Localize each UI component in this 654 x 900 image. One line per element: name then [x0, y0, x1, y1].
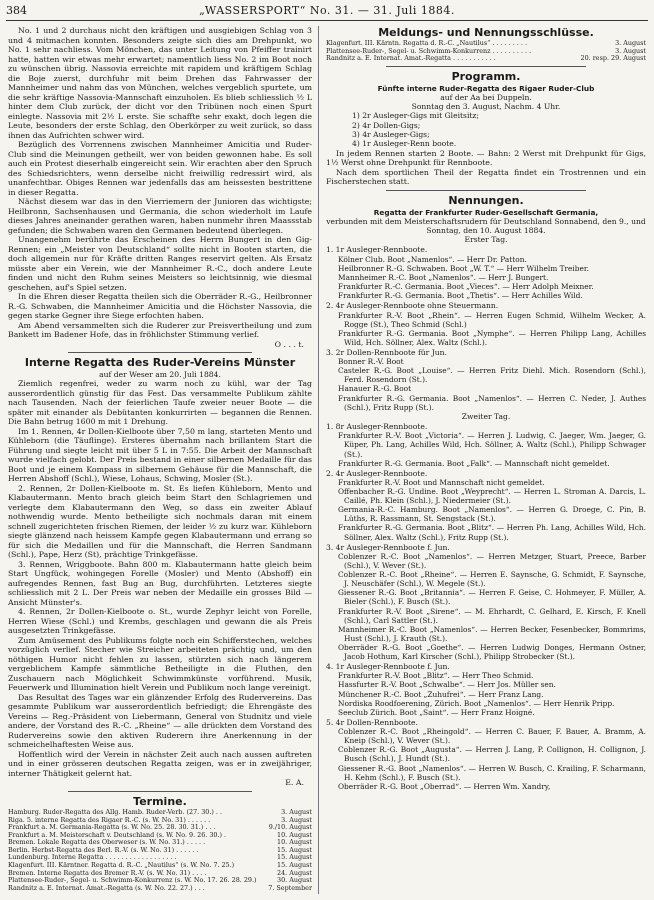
section-title-programm: Programm. [451, 69, 521, 83]
race-title: 3. 4r Ausleger-Rennboote f. Jun. [326, 542, 450, 552]
termin-event: Plattensee-Ruder-, Segel- u. Schwimm-Konkurrenz (s. W. No. 17. 26. 28. 29.) [8, 877, 257, 885]
race-entry: Coblenzer R.-C. Boot „Rheine“. — Herren E. Saynsche, G. Schmidt, F. Saynsche, J. Neuschäfer (Schl.), W. Megele (St.). [338, 570, 646, 589]
divider [386, 190, 586, 191]
section-title-termine: Termine. [133, 794, 187, 808]
paragraph: No. 1 und 2 durchaus nicht den kräftigen und ausgiebigen Schlag von 3 und 4 mitmachen konnten. Besonders zeigte sich dies am Drehpunkt, wo No. 1 sehr nachliess. Vom Mönchen, das unter Leitung von Pfeiffer trainirt hatte, hatten wir etwas mehr erwartet; namentlich liess No. 2 im Boot noch zu wünschen übrig. Nassovia erreichte mit rapidem und kräftigem Schlag die Boje zuerst, durchfuhr mit beim Drehen das Fahrwasser der Mannheimer und nahm das von München, welches vergeblich spurtete, um die sehr kräftige Nassovia-Mannschaft einzuholen. Es blieb schliesslich ½ L hinter dem Club zurück, der dicht vor den Tribünen noch einen Spurt einlegte. Nassovia mit 2½ L erste. Sie schaffte sehr exakt, doch legen die Leute, besonders der erste Schlag, den Oberkörper zu weit zurück, so dass ihnen das Aufrichten schwer wird. [8, 26, 312, 140]
programm-item: 4) 1r Ausleger-Renn boote. [352, 139, 457, 149]
race-block [326, 543, 646, 661]
race-entry: Casteler R.-G. Boot „Louise“. — Herren Fritz Diehl. Mich. Rosendorn (Schl.), Ferd. Rosendorn (St.). [338, 366, 646, 385]
race-entry: Frankfurter R.-C. Germania. Boot „Vieces“. — Herr Adolph Meixner. [338, 282, 594, 292]
termin-event: Berlin. Herbst-Regatta des Berl. R.-V. (s. W. No. 31) . . . . . . [8, 846, 199, 854]
termin-event: Bremen. Lokale Regatta des Oberweser (s. W. No. 31.) . . . . . [8, 839, 206, 847]
race-entry: Frankfurter R.-V. Boot „Victoria“. — Herren J. Ludwig, C. Jaeger, Wm. Jaeger, G. Küper, Ph. Lang, Achilles Wild, Hch. Söllner, A. Waltz (Schl.), Philipp Schwager (St.). [338, 431, 646, 459]
race-entry: Bonner R.-V. Boot [338, 357, 404, 367]
race-entry: Frankfurter R.-G. Germania. Boot „Blitz“. — Herren Ph. Lang, Achilles Wild, Hch. Söllner, Alex. Waltz (Schl.), Fritz Rupp (St.). [338, 523, 646, 542]
race-entry: Frankfurter R.-G. Germania. Boot „Nymphe“. — Herren Philipp Lang, Achilles Wild, Hch. Söllner, Alex. Waltz (Schl.). [338, 328, 646, 347]
programm-subheading: auf der Aa bei Duppeln. [440, 92, 532, 102]
section-title-meldungs: Meldungs- und Nennungsschlüsse. [378, 26, 594, 39]
meldung-date: 20. resp. 29. August [580, 55, 646, 63]
paragraph: Ziemlich regenfrei, weder zu warm noch zu kühl, war der Tag ausserordentlich günstig für das Fest. Das versammelte Publikum zählte nach Tausenden. Nach der feierlichen Taufe zweier neuer Boote — die später mit einander als Debütanten konkurrirten — begannen die Rennen. Die Bahn betrug 1600 m mit 1 Drehung. [8, 379, 312, 427]
divider [386, 66, 586, 67]
programm-item: 2) 4r Dollen-Gigs; [352, 120, 421, 130]
termin-row [8, 832, 312, 840]
termin-event: Randnitz a. E. Internat. Amat.-Regatta (s. W. No. 22. 27.) . . . [8, 884, 205, 892]
race-title: 1. 1r Ausleger-Rennboote. [326, 245, 428, 255]
termin-date: 15. August [277, 854, 312, 862]
race-entry: Frankfurter R.-V. Boot „Blitz“. — Herr Theo Schmid. [338, 671, 534, 681]
termin-row [8, 877, 312, 885]
day-label: Zweiter Tag. [461, 411, 511, 421]
author-signature: E. A. [285, 778, 304, 788]
race-entry: Münchener R.-C. Boot „Zuhufrei“. — Herr Franz Lang. [338, 689, 544, 699]
paragraph: Nach dem sportlichen Theil der Regatta findet ein Trostrennen und ein Fischerstechen statt. [326, 167, 646, 187]
race-block [326, 718, 646, 791]
termin-date: 3. August [281, 816, 312, 824]
race-entry: Frankfurter R.-G. Germania. Boot „Falk“. — Mannschaft nicht gemeldet. [338, 458, 610, 468]
termin-date: 15. August [277, 862, 312, 870]
termin-date: 10. August [277, 831, 312, 839]
race-entry: Coblenzer R.-C. Boot „Rheingold“. — Herren C. Bauer, F. Bauer, A. Bramm, A. Kneip (Schl.), V. Wever (St.). [338, 727, 646, 746]
termin-event: Bremen. Interne Regatta des Bremer R.-V. (s. W. No. 31) . . . . [8, 869, 207, 877]
termin-date: 24. August [277, 869, 312, 877]
paragraph: 3. Rennen, Wriggboote. Bahn 800 m. Klabautermann hatte gleich beim Start Ungfück, wohingegen Forelle (Mosler) und Mento (Abshoff) ein aufregendes Rennen, fast Bug an Bug, durchführten. Letzteres siegte schliesslich mit 2 L. Der Preis war neben der Medaille ein grosses Bild — Ansicht Münster's. [8, 559, 312, 607]
programm-date: Sonntag den 3. August, Nachm. 4 Uhr. [411, 102, 561, 112]
race-entry: Mannheimer R.-C. Boot „Namenlos“. — Herr J. Bungert. [338, 272, 549, 282]
programm-items [326, 111, 646, 148]
race-entry: Frankfurter R.-G. Germania. Boot „Thetis“. — Herr Achilles Wild. [338, 291, 583, 301]
race-entry: Frankfurter R.-V. Boot und Mannschaft nicht gemeldet. [338, 478, 545, 488]
termin-row [8, 824, 312, 832]
race-title: 3. 2r Dollen-Rennboote für Jun. [326, 347, 447, 357]
termin-date: 10. August [277, 839, 312, 847]
column-rule [318, 26, 319, 894]
termin-event: Hamburg. Ruder-Regatta des Allg. Hamb. Ruder-Verb. (27. 30.) . . [8, 808, 223, 816]
race-title: 2. 4r Ausleger-Rennboote ohne Steuermann. [326, 301, 499, 311]
paragraph: Das Resultat des Tages war ein glänzender Erfolg des Rudervereins. Das gesammte Publikum war ausserordentlich befriedigt; die Ehrengäste des Vereins — Reg.-Präsident von Liebermann, General von Studnitz und viele andere, der Vorstand des R.-C. „Rheine“ — alle drückten dem Vorstand des Rudervereins sowie den aktiven Ruderern ihre Anerkennung in der schmeichelhaftesten Weise aus. [8, 692, 312, 750]
race-block [326, 301, 646, 347]
termin-event: Lundenburg. Interne Regatta . . . . . . . . . . . . . . . . . . [8, 854, 177, 862]
termin-date: 15. August [277, 846, 312, 854]
paragraph: 2. Rennen, 2r Dollen-Kielboote m. St. Es liefen Kühleborn, Mento und Klabautermann. Mento brach gleich beim Start den Schlagriemen und verlegte dem Klabautermann den Weg, so dass ein zweiter Ablauf nothwendig wurde. Mento betheiligte sich nochmals daran mit einem schnell zugerichteten frischen Riemen, der leider ½ zu kurz war. Kühleborn siegte glänzend nach heissem Kampfe gegen Klabautermann und errang so für sich die Medaillen und für die Mannschaft, die Herren Sandmann (Schl.), Pape, Herz (St), prächtige Trinkgefässe. [8, 483, 312, 560]
programm-text [326, 149, 646, 187]
termin-event: Frankfurt a. M. Meisterschaft v. Deutschland (s. W. No. 9. 26. 30.) . [8, 831, 227, 839]
paragraph: Am Abend versammelten sich die Ruderer zur Preisvertheilung und zum Bankett im Badener Hofe, das in fröhlichster Stimmung verlief. [8, 320, 312, 339]
meldung-event: Randnitz a. E. Internat. Amat.-Regatta . . . . . . . . . . . [326, 55, 496, 63]
nennungen-subheading: verbunden mit dem Meisterschaftsrudern für Deutschland Sonnabend, den 9., und Sonntag, den 10. August 1884. [326, 216, 646, 235]
race-title: 1. 8r Ausleger-Rennboote. [326, 422, 428, 432]
race-entry: Hassfurter R.-V. Boot „Schwalbe“. — Herr Jos. Müller sen. [338, 680, 556, 690]
article-body [8, 379, 312, 778]
race-entry: Heilbronner R.-G. Schwaben. Boot „W. T.“ — Herr Wilhelm Treiber. [338, 263, 589, 273]
right-column [326, 26, 646, 894]
race-entry: Giessener R.-G. Boot „Namenlos“. — Herren W. Busch, C. Krailing, F. Scharmann, H. Kehm (Schl.), F. Busch (St.). [338, 763, 646, 782]
race-block [326, 348, 646, 412]
termin-row [8, 839, 312, 847]
race-entry: Coblenzer R.-G. Boot „Augusta“. — Herren J. Lang, P. Collignon, H. Collignon, J. Busch (Schl.), J. Hundt (St.). [338, 745, 646, 764]
race-entry: Coblenzer R.-C. Boot „Namenlos“. — Herren Metzger, Stuart, Preece, Barber (Schl.), V. Wever (St.). [338, 551, 646, 571]
termin-row [8, 847, 312, 855]
paragraph: In jedem Rennen starten 2 Boote. — Bahn: 2 Werst mit Drehpunkt für Gigs, 1½ Werst ohne Drehpunkt für Rennboote. [326, 148, 646, 168]
paragraph: Unangenehm berührte das Erscheinen des Herrn Bungert in den Gig-Rennen; ein „Meister von Deutschland“ sollte nicht in Booten starten, die doch allgemein nur für Kräfte dritten Ranges reservirt gelten. Als Ersatz müsste aber ein Verein, wie der Mannheimer R.-C., doch andere Leute finden und nicht den Ruhm seines Meisters so leichtsinnig, wie diesmal geschehen, auf's Spiel setzen. [8, 235, 312, 292]
left-column [8, 26, 312, 894]
meldung-date: 3. August [615, 40, 646, 47]
race-entry: Germania-R.-C. Hamburg. Boot „Namenlos“. — Herren G. Droege, C. Pin, B. Lüths, R. Rassmann, St. Sengstack (St.). [338, 505, 646, 524]
nennungen-heading: Regatta der Frankfurter Ruder-Gesellschaft Germania, [373, 207, 599, 217]
termin-date: 9./10. August [268, 824, 312, 832]
meldung-event: Klagenfurt. III. Kärntn. Regatta d. R.-C. „Nautilus“ . . . . . . . . . [326, 40, 527, 47]
race-entry: Frankfurter R.-V. Boot „Rhein“. — Herren Eugen Schmid, Wilhelm Wecker, A. Rogge (St.), Theo Schmid (Schl.) [338, 310, 646, 329]
race-block [326, 422, 646, 468]
section-title-nennungen: Nennungen. [448, 193, 524, 207]
programm-item: 3) 4r Ausleger-Gigs; [352, 129, 430, 139]
race-block [326, 662, 646, 717]
termin-date: 3. August [281, 808, 312, 816]
race-title: 4. 1r Ausleger-Rennboote f. Jun. [326, 662, 450, 672]
race-entry: Giessener R.-G. Boot „Britannia“. — Herren F. Geise, C. Hohmeyer, F. Müller, A. Bieler (Schl.), F. Busch (St.). [338, 588, 646, 607]
race-block [326, 469, 646, 542]
author-signature: O . . . t. [274, 339, 304, 349]
race-title: 5. 4r Dollen-Rennboote. [326, 717, 418, 727]
programm-item: 1) 2r Ausleger-Gigs mit Gleitsitz; [352, 111, 479, 121]
termine-list [8, 809, 312, 893]
day-label: Erster Tag. [464, 235, 508, 245]
divider [68, 352, 252, 353]
meldung-event: Plattensee-Ruder-, Segel- u. Schwimm-Konkurrenz . . . . . . . . . . [326, 47, 532, 55]
termin-event: Frankfurt a. M. Germania-Regatta (s. W. No. 25. 28. 30. 31.) . . . [8, 824, 216, 832]
race-entry: Seeclub Zürich. Boot „Saint“. — Herr Franz Hoigné. [338, 707, 535, 717]
race-entry: Frankfurter R.-V. Boot „Sirene“. — M. Ehrhardt, C. Gelhard, E. Kirsch, F. Knell (Schl.), Carl Sattler (St.). [338, 606, 646, 625]
article-subtitle: auf der Weser am 20. Juli 1884. [99, 370, 221, 379]
termin-date: 7. September [268, 884, 312, 892]
race-entry: Oberräder R.-G. Boot „Oberrad“. — Herren Wm. Xandry, [338, 781, 551, 791]
termin-row [8, 809, 312, 817]
paragraph: Nächst diesem war das in den Vierriemern der Junioren das wichtigste; Heilbronn, Sachsenhausen und Germania, die schon wiederholt im Laufe dieses Jahres aneinander gerathen waren, haben nunmehr ihren Maassstab gefunden; die Schwaben waren den Germanen bedeutend überlegen. [8, 197, 312, 235]
race-entry: Oberräder R.-G. Boot „Goethe“. — Herren Ludwig Donges, Hermann Ostner, Jacob Hothum, Karl Kirscher (Schl.), Philipp Strobecker (St.). [338, 642, 646, 661]
meldung-row [326, 55, 646, 63]
race-entry: Kölner Club. Boot „Namenlos“. — Herr Dr. Patton. [338, 254, 527, 264]
termin-row [8, 870, 312, 878]
page-number: 384 [6, 4, 27, 17]
paragraph: Hoffentlich wird der Verein in nächster Zeit auch nach aussen auftreten und in einer grösseren deutschen Regatta zeigen, was er in zweijähriger, interner Thätigkeit gelernt hat. [8, 749, 312, 778]
running-title: „WASSERSPORT“ No. 31. — 31. Juli 1884. [199, 4, 455, 17]
termin-date: 30. August [277, 877, 312, 885]
meldung-date: 3. August [615, 47, 646, 55]
termin-row [8, 862, 312, 870]
termin-row [8, 817, 312, 825]
meldungs-list [326, 40, 646, 63]
paragraph: Bezüglich des Vorrennens zwischen Mannheimer Amicitia und Ruder-Club sind die Meinungen getheilt, wer von beiden gewonnen habe. Es soll auch ein Protest dieserhalb eingereicht sein. Wir erachten aber den Spruch des Schiedsrichters, wenn derselbe nicht freiwillig redressirt wird, als unanfechtbar. Obiges Rennen war jedenfalls das am heissesten bestrittene in dieser Regatta. [8, 140, 312, 197]
race-entry: Frankfurter R.-G. Germania. Boot „Namenlos“. — Herren C. Neder, J. Authes (Schl.), Fritz Rupp (St.). [338, 393, 646, 412]
article-title: Interne Regatta des Ruder-Vereins Münster [24, 356, 296, 369]
paragraph: In die Ehren dieser Regatta theilen sich die Oberräder R.-G., Heilbronner R.-G. Schwaben, die Mannheimer Amicitia und die Höchster Nassovia, die gegen starke Gegner ihre Siege erfochten haben. [8, 292, 312, 320]
race-list-day2 [326, 422, 646, 791]
race-block [326, 245, 646, 300]
meldung-row [326, 48, 646, 56]
divider [68, 791, 252, 792]
paragraph: 4. Rennen, 2r Dollen-Kielboote o. St., wurde Zephyr leicht von Forelle, Herren Wiese (Schl.) und Krembs, geschlagen und gewann die als Preis ausgesetzten Trinkgefässe. [8, 607, 312, 636]
report-continuation [8, 26, 312, 340]
paragraph: Im 1. Rennen, 4r Dollen-Kielboote über 7,50 m lang, starteten Mento und Kühleborn (die Täuflinge). Ersteres übernahm nach brillantem Start die Führung und siegte leicht mit über 5 L in 7:55. Die Arbeit der Mannschaft wurde vielfach gelobt. Der Preis bestand in einer silbernen Medaille für das Boot und je einem Kompass in silbernem Gehäuse für die Mannschaft, die Herren Abshoff (Schl.), Wiese, Lohaus, Schwing, Mosler (St.). [8, 426, 312, 484]
termin-row [8, 885, 312, 893]
termin-event: Klagenfurt. III. Kärntner. Regatta d. R.-C. „Nautilus“ (s. W. No. 7. 25.) [8, 862, 235, 870]
termin-event: Riga. 5. interne Regatta des Rigaer R.-C. (s. W. No. 31) . . . . . . [8, 816, 211, 824]
termin-row [8, 854, 312, 862]
race-title: 2. 4r Ausleger-Rennboote. [326, 468, 428, 478]
paragraph: Zum Amüsement des Publikums folgte noch ein Schifferstechen, welches vorzüglich verlief. Stecher wie Streicher arbeiteten prächtig und, um den nöthigen Humor nicht fehlen zu lassen, stürzten sich nach längerem vergeblichem Kampfe sämmtliche Betheiligte in die Fluthen, den Zuschauern nach Möglichkeit Schwimmkünste vorführend. Musik, Feuerwerk und Illumination hielt Verein und Publikum noch lange vereinigt. [8, 635, 312, 693]
race-entry: Offenbacher R.-G. Undine. Boot „Weyprecht“. — Herren L. Stroman A. Darcis, L. Caillé, Ph. Klein (Schl.), J. Niedermeier (St.). [338, 487, 646, 506]
meldung-row [326, 40, 646, 48]
race-list-day1 [326, 245, 646, 411]
programm-heading: Fünfte interne Ruder-Regatta des Rigaer Ruder-Club [377, 83, 595, 93]
race-entry: Hanauer R.-G. Boot [338, 384, 412, 394]
page-header [6, 4, 648, 21]
race-entry: Nordiska Roodfoerening, Zürich. Boot „Namenlos“. — Herr Henrik Pripp. [338, 698, 615, 708]
race-entry: Mannheimer R.-C. Boot „Namenlos“. — Herren Becker, Fesenbecker, Bommrims, Hust (Schl.), J. Krauth (St.). [338, 624, 646, 643]
